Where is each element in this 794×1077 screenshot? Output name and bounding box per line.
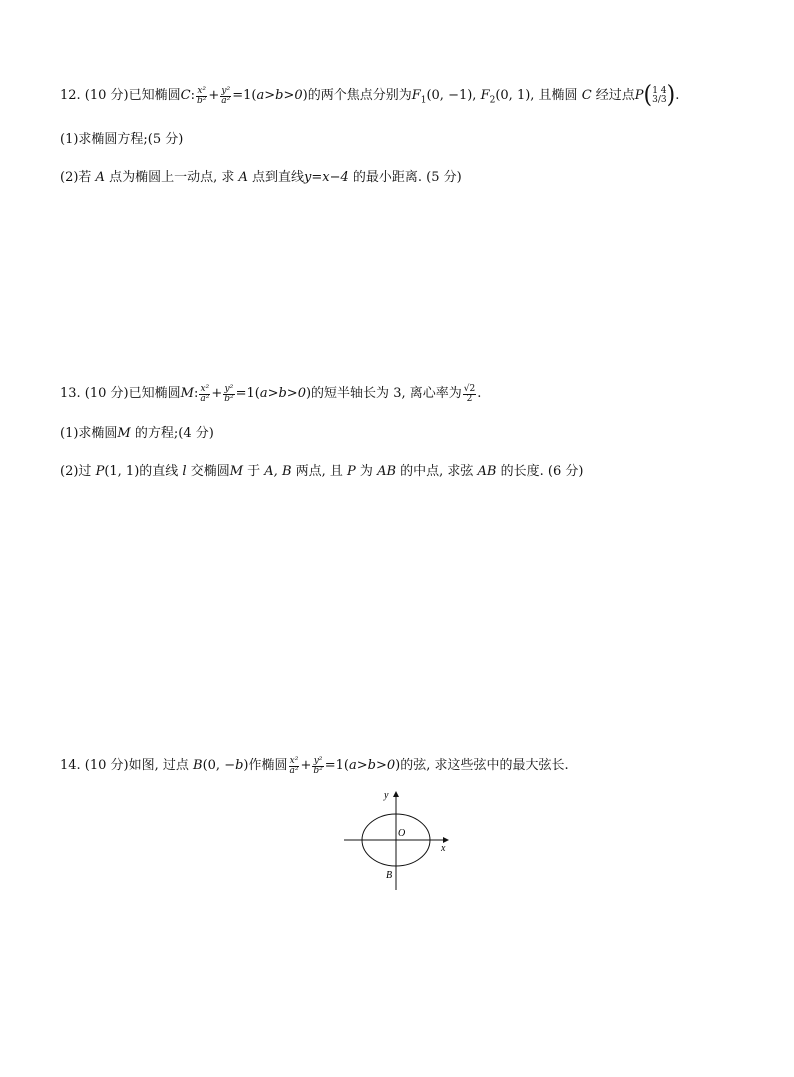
text: (1, 1)的直线	[104, 464, 183, 479]
frac-num: y²	[224, 383, 234, 394]
fraction-y2-over-b2	[223, 385, 234, 404]
right-paren: )	[666, 81, 676, 110]
ellipse-name: M	[180, 386, 194, 401]
q12-part1-text: (1)求椭圆方程;(5 分)	[60, 132, 184, 147]
frac-den: a²	[289, 765, 299, 776]
segment-ab: AB	[377, 464, 397, 479]
ellipse-name: M	[117, 426, 131, 441]
frac-den: b²	[196, 95, 207, 106]
frac-num: √2	[463, 383, 476, 394]
fraction-y2-over-a2	[220, 87, 231, 106]
left-paren: (	[643, 81, 653, 110]
q12-prefix: 12. (10 分)已知椭圆	[60, 88, 181, 103]
q13-statement	[60, 384, 481, 405]
x-axis-label: x	[441, 843, 446, 854]
text: 的最小距离. (5 分)	[348, 170, 462, 185]
after-cond: )的短半轴长为 3, 离心率为	[305, 386, 462, 401]
focus-2-coords: (0, 1), 且椭圆	[495, 88, 578, 103]
plus: +	[211, 386, 223, 401]
focus-1-sub: 1	[420, 95, 427, 106]
text: 为	[355, 464, 378, 479]
text: 的长度. (6 分)	[496, 464, 584, 479]
text: 两点, 且	[291, 464, 348, 479]
q14-prefix: 14. (10 分)如图, 过点	[60, 758, 194, 773]
frac-den: 2	[466, 393, 473, 404]
fraction-x2-over-b2	[196, 87, 207, 106]
p-coords-top: 1 4	[652, 86, 667, 96]
q13-part2	[60, 462, 583, 483]
text: 交椭圆	[186, 464, 230, 479]
point-p: P	[347, 464, 356, 479]
text: 于	[243, 464, 265, 479]
text: 的中点, 求弦	[396, 464, 478, 479]
fraction-x2-over-a2	[289, 757, 300, 776]
q12-part2	[60, 168, 462, 189]
q13-prefix: 13. (10 分)已知椭圆	[60, 386, 181, 401]
frac-den: b²	[224, 393, 234, 404]
ellipse-name: C	[180, 88, 191, 103]
text: )的弦, 求这些弦中的最大弦长.	[395, 758, 569, 773]
colon: :	[190, 88, 195, 103]
eccentricity-fraction	[463, 385, 476, 404]
frac-den: a²	[221, 95, 231, 106]
fraction-x2-over-a2	[199, 385, 210, 404]
focus-2: F	[480, 88, 490, 103]
fraction-y2-over-b2	[312, 757, 323, 776]
text: (2)过	[60, 464, 96, 479]
point-a: A	[91, 170, 110, 185]
q13-part1	[60, 424, 214, 445]
points-ab: A, B	[264, 464, 292, 479]
q14-statement	[60, 756, 569, 777]
pass-through: 经过点	[595, 88, 635, 103]
point-p-coords	[652, 87, 666, 105]
text: )作椭圆	[243, 758, 288, 773]
point-a: A	[234, 170, 252, 185]
origin-label: O	[398, 828, 406, 839]
focus-1: F	[411, 88, 421, 103]
frac-num: x²	[197, 85, 206, 96]
point-b-label: B	[386, 870, 393, 881]
point-b: B	[193, 758, 203, 773]
colon: :	[193, 386, 199, 401]
frac-num: y²	[221, 85, 231, 96]
after-cond: )的两个焦点分别为	[302, 88, 412, 103]
text: 点到直线	[252, 170, 305, 185]
period: .	[477, 386, 482, 401]
period: .	[675, 88, 680, 103]
frac-den: b²	[313, 765, 323, 776]
focus-1-coords: (0, −1),	[426, 88, 481, 103]
focus-2-sub: 2	[489, 95, 496, 106]
text: (2)若	[60, 170, 92, 185]
q12-statement	[60, 81, 680, 111]
text: 点为椭圆上一动点, 求	[109, 170, 235, 185]
eq-rest: =1(	[235, 386, 260, 401]
text: (1)求椭圆	[60, 426, 118, 441]
text: 的方程;(4 分)	[130, 426, 214, 441]
eq-rest: =1(	[232, 88, 257, 103]
point-p: P	[95, 464, 105, 479]
condition: a>b>0	[256, 88, 303, 103]
line-l: l	[182, 464, 187, 479]
condition: a>b>0	[349, 758, 396, 773]
frac-num: x²	[200, 383, 210, 394]
plus: +	[208, 88, 220, 103]
p-coords-bottom: 3/3	[652, 95, 667, 105]
text: (0, −	[202, 758, 236, 773]
ellipse-name: M	[229, 464, 244, 479]
frac-den: a²	[200, 393, 210, 404]
eq-rest: =1(	[324, 758, 350, 773]
var-b: b	[235, 758, 244, 773]
frac-num: x²	[289, 755, 299, 766]
plus: +	[300, 758, 312, 773]
q12-part1	[60, 130, 183, 151]
ellipse-name-2: C	[577, 88, 596, 103]
segment-ab: AB	[477, 464, 497, 479]
point-p: P	[634, 88, 644, 103]
line-equation: y=x−4	[304, 170, 349, 185]
y-axis-label: y	[384, 790, 389, 801]
frac-num: y²	[313, 755, 323, 766]
condition: a>b>0	[259, 386, 306, 401]
ellipse-figure	[340, 786, 460, 896]
